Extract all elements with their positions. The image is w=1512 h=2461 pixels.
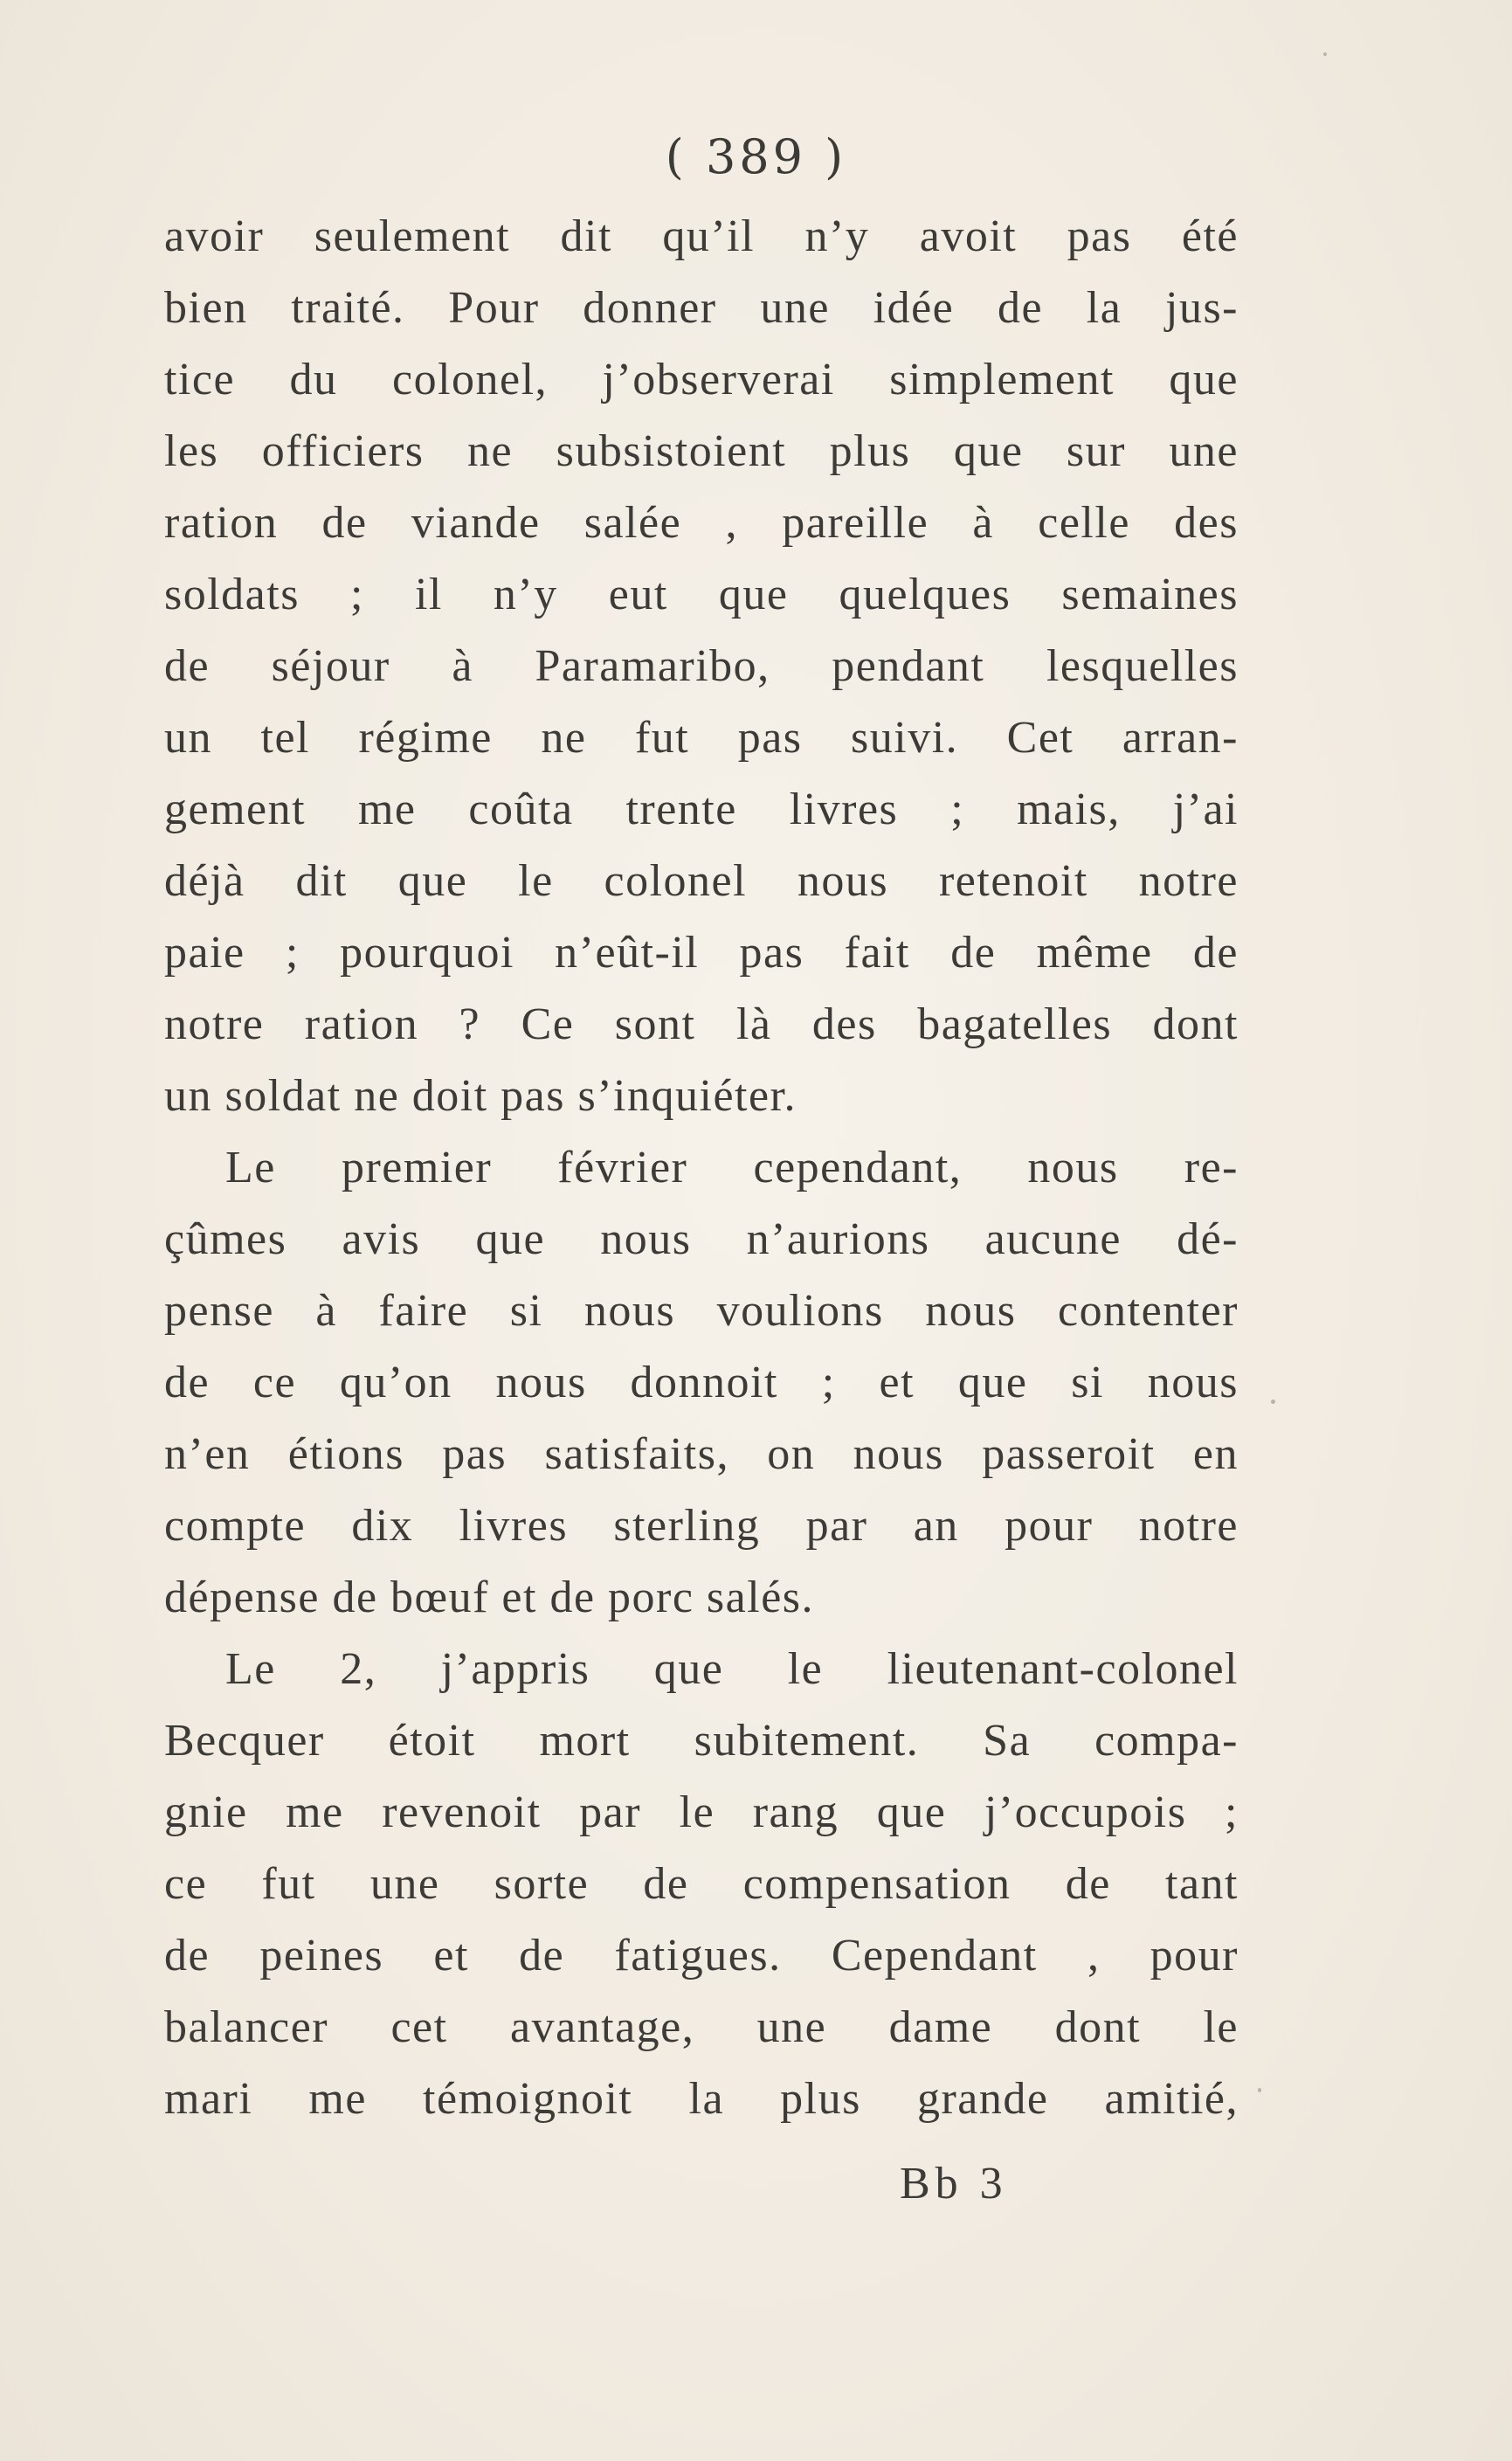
text-line: bien traité. Pour donner une idée de la jus- [164, 283, 1239, 333]
paper-speck [1258, 2088, 1261, 2092]
text-line: tice du colonel, j’observerai simplement que [164, 355, 1239, 404]
text-line: n’en étions pas satisfaits, on nous passeroit en [164, 1429, 1239, 1479]
paper-speck [1271, 1400, 1275, 1404]
text-line: de ce qu’on nous donnoit ; et que si nous [164, 1358, 1239, 1407]
text-line: gement me coûta trente livres ; mais, j’ai [164, 785, 1239, 834]
text-line: pense à faire si nous voulions nous contenter [164, 1286, 1239, 1336]
text-line: notre ration ? Ce sont là des bagatelles dont [164, 999, 1239, 1049]
text-line: les officiers ne subsistoient plus que sur une [164, 426, 1239, 476]
text-line: compte dix livres sterling par an pour notre [164, 1501, 1239, 1551]
text-line: gnie me revenoit par le rang que j’occupois ; [164, 1787, 1239, 1837]
text-line: ration de viande salée , pareille à celle des [164, 498, 1239, 548]
text-line: paie ; pourquoi n’eût-il pas fait de même de [164, 928, 1239, 978]
text-line: ce fut une sorte de compensation de tant [164, 1859, 1239, 1909]
text-line: çûmes avis que nous n’aurions aucune dé- [164, 1214, 1239, 1264]
text-line: déjà dit que le colonel nous retenoit notre [164, 856, 1239, 906]
text-line-paragraph-start: Le 2, j’appris que le lieutenant-colonel [225, 1644, 1239, 1694]
text-line: de peines et de fatigues. Cependant , pour [164, 1931, 1239, 1981]
signature-mark: Bb 3 [900, 2159, 1008, 2209]
text-line-paragraph-end: un soldat ne doit pas s’inquiéter. [164, 1071, 797, 1121]
text-line-paragraph-end: dépense de bœuf et de porc salés. [164, 1573, 815, 1622]
text-line: un tel régime ne fut pas suivi. Cet arran- [164, 713, 1239, 763]
paper-speck [1323, 52, 1327, 56]
text-line-paragraph-start: Le premier février cependant, nous re- [225, 1143, 1239, 1192]
text-line: balancer cet avantage, une dame dont le [164, 2002, 1239, 2052]
page-number-header: ( 389 ) [665, 129, 847, 184]
text-line: Becquer étoit mort subitement. Sa compa- [164, 1716, 1239, 1766]
text-line: avoir seulement dit qu’il n’y avoit pas été [164, 211, 1239, 261]
text-line: soldats ; il n’y eut que quelques semaines [164, 570, 1239, 619]
text-line: mari me témoignoit la plus grande amitié, [164, 2074, 1239, 2124]
text-line: de séjour à Paramaribo, pendant lesquelles [164, 641, 1239, 691]
